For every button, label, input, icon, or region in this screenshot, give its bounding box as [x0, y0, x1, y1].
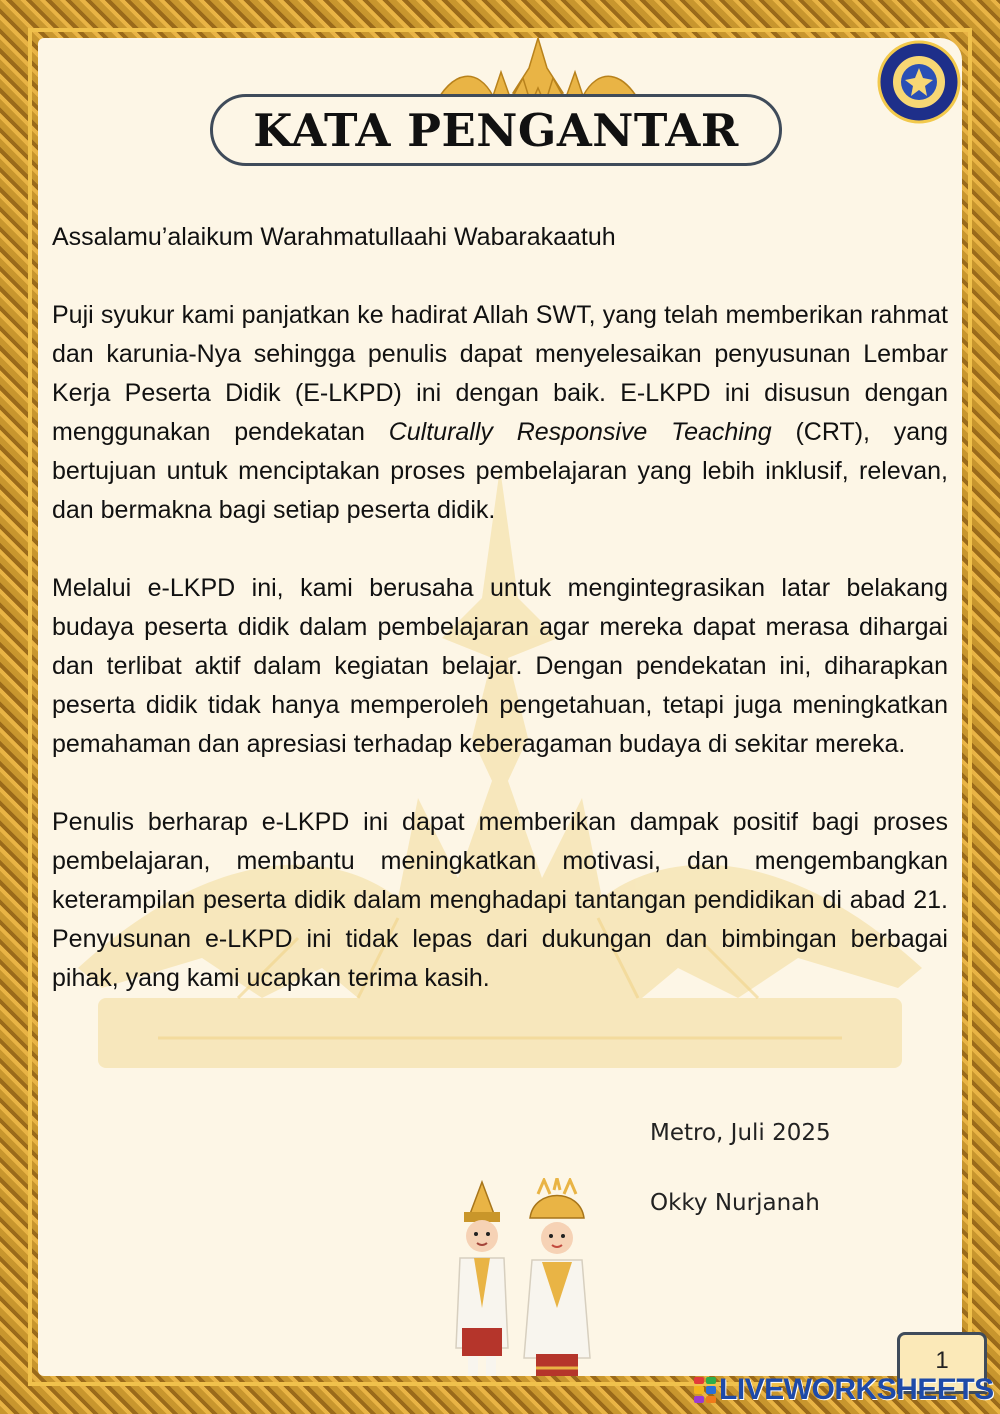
content-body	[52, 218, 948, 998]
paragraph-1-italic: Culturally Responsive Teaching	[388, 418, 772, 446]
page-paper	[38, 38, 962, 1376]
paragraph-1-text-end: (CRT), yang bertujuan untuk menciptakan proses pembelajaran yang lebih inklusif, relevan, dan bermakna bagi setiap peserta didik.	[52, 418, 948, 524]
liveworksheets-logo[interactable]	[694, 1372, 994, 1408]
page-title: KATA PENGANTAR	[253, 103, 739, 157]
place-date: Metro, Juli 2025	[650, 1120, 831, 1146]
liveworksheets-text: LIVEWORKSHEETS	[719, 1373, 994, 1406]
paragraph-1	[52, 296, 948, 530]
liveworksheets-grid-icon	[694, 1377, 716, 1403]
paragraph-3: Penulis berharap e-LKPD ini dapat memberikan dampak positif bagi proses pembelajaran, membantu meningkatkan motivasi, dan mengembangkan keterampilan peserta didik dalam menghadapi tantangan pendidikan di abad 21. Penyusunan e-LKPD ini tidak lepas dari dukungan dan bimbingan berbagai pihak, yang kami ucapkan terima kasih.	[52, 808, 948, 992]
greeting: Assalamu’alaikum Warahmatullaahi Wabarakaatuh	[52, 223, 616, 251]
paragraph-1-text: Puji syukur kami panjatkan ke hadirat Allah SWT, yang telah memberikan rahmat dan karunia-Nya sehingga penulis dapat menyelesaikan penyusunan Lembar Kerja Peserta Didik (E-LKPD) ini dengan baik. E-LKPD ini disusun dengan menggunakan pendekatan	[52, 301, 948, 446]
page-number: 1	[935, 1347, 949, 1374]
paragraph-2: Melalui e-LKPD ini, kami berusaha untuk mengintegrasikan latar belakang budaya peserta didik dalam pembelajaran agar mereka dapat merasa dihargai dan terlibat aktif dalam kegiatan belajar. Dengan pendekatan ini, diharapkan peserta didik tidak hanya memperoleh pengetahuan, tetapi juga meningkatkan pemahaman dan apresiasi terhadap keberagaman budaya di sekitar mereka.	[52, 574, 948, 758]
author-name: Okky Nurjanah	[650, 1190, 820, 1216]
title-banner	[210, 94, 782, 166]
university-seal-icon	[877, 40, 961, 124]
couple-illustration	[442, 1178, 602, 1376]
